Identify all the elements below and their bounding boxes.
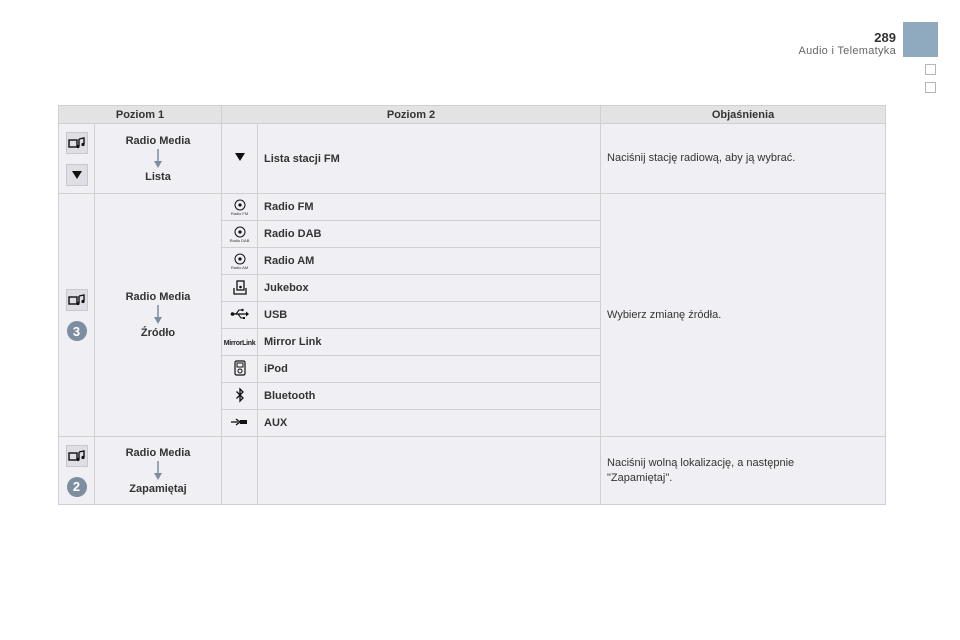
source-icon-cell <box>222 410 258 437</box>
radio-dab-icon <box>222 226 257 243</box>
triangle-down-icon <box>66 164 88 186</box>
radio-am-icon-text: Radio AM <box>230 264 249 270</box>
column-header-level1: Poziom 1 <box>59 106 222 124</box>
source-icon-cell <box>222 221 258 248</box>
explanation-cell: Naciśnij stację radiową, aby ją wybrać. <box>601 124 886 194</box>
side-marker-box <box>925 82 936 93</box>
step-number-badge: 3 <box>67 321 87 341</box>
side-marker-box <box>925 64 936 75</box>
arrow-down-icon <box>153 305 163 325</box>
level1-icon-cell <box>59 194 95 437</box>
menu-table <box>58 105 886 505</box>
column-header-level2: Poziom 2 <box>222 106 601 124</box>
section-title: Audio i Telematyka <box>798 45 896 57</box>
usb-icon <box>230 308 250 320</box>
ipod-icon <box>234 360 246 376</box>
level1-sublabel: Lista <box>145 170 171 183</box>
explanation-line: Naciśnij wolną lokalizację, a następnie <box>607 456 795 469</box>
level1-label: Radio Media <box>125 291 191 303</box>
table-row <box>59 437 886 505</box>
level1-icon-cell <box>59 124 95 194</box>
explanation-cell <box>601 437 886 505</box>
triangle-down-icon <box>234 152 246 162</box>
source-label: Jukebox <box>258 275 601 302</box>
step-number-badge: 2 <box>67 477 87 497</box>
level2-label <box>258 437 601 505</box>
table-row <box>59 124 886 194</box>
source-label: iPod <box>258 356 601 383</box>
level1-sublabel: Źródło <box>140 327 176 339</box>
source-icon-cell <box>222 302 258 329</box>
chapter-tab <box>903 22 938 57</box>
explanation-cell: Wybierz zmianę źródła. <box>601 194 886 437</box>
aux-icon <box>230 417 250 427</box>
jukebox-icon <box>232 279 248 295</box>
level1-cell <box>95 437 222 505</box>
source-label: Radio FM <box>258 194 601 221</box>
arrow-down-icon <box>153 461 163 481</box>
table-header-row <box>59 106 886 124</box>
explanation-line: "Zapamiętaj". <box>607 471 673 484</box>
radio-dab-icon-text: Radio DAB <box>229 237 250 243</box>
radio-am-icon <box>222 253 257 270</box>
level1-cell <box>95 194 222 437</box>
column-header-explanation: Objaśnienia <box>601 106 886 124</box>
level1-label: Radio Media <box>125 134 191 147</box>
level2-icon-cell <box>222 124 258 194</box>
source-icon-cell <box>222 356 258 383</box>
radio-media-icon <box>66 445 88 467</box>
source-label: Mirror Link <box>258 329 601 356</box>
source-label: AUX <box>258 410 601 437</box>
level2-label: Lista stacji FM <box>258 124 601 194</box>
source-icon-cell <box>222 383 258 410</box>
arrow-down-icon <box>153 149 163 169</box>
bluetooth-icon <box>235 387 245 403</box>
level1-label: Radio Media <box>125 446 191 459</box>
source-label: Bluetooth <box>258 383 601 410</box>
table-row <box>59 194 886 221</box>
source-label: Radio AM <box>258 248 601 275</box>
radio-fm-icon-text: Radio FM <box>230 210 249 216</box>
page-number: 289 <box>874 30 896 45</box>
source-icon-cell <box>222 194 258 221</box>
radio-media-icon <box>66 289 88 311</box>
source-label: Radio DAB <box>258 221 601 248</box>
source-icon-cell <box>222 248 258 275</box>
level2-icon-cell <box>222 437 258 505</box>
mirrorlink-icon: MirrorLink <box>223 340 256 347</box>
radio-media-icon <box>66 132 88 154</box>
radio-fm-icon <box>222 199 257 216</box>
source-icon-cell <box>222 329 258 356</box>
level1-cell <box>95 124 222 194</box>
level1-sublabel: Zapamiętaj <box>129 482 187 495</box>
source-icon-cell <box>222 275 258 302</box>
level1-icon-cell <box>59 437 95 505</box>
source-label: USB <box>258 302 601 329</box>
